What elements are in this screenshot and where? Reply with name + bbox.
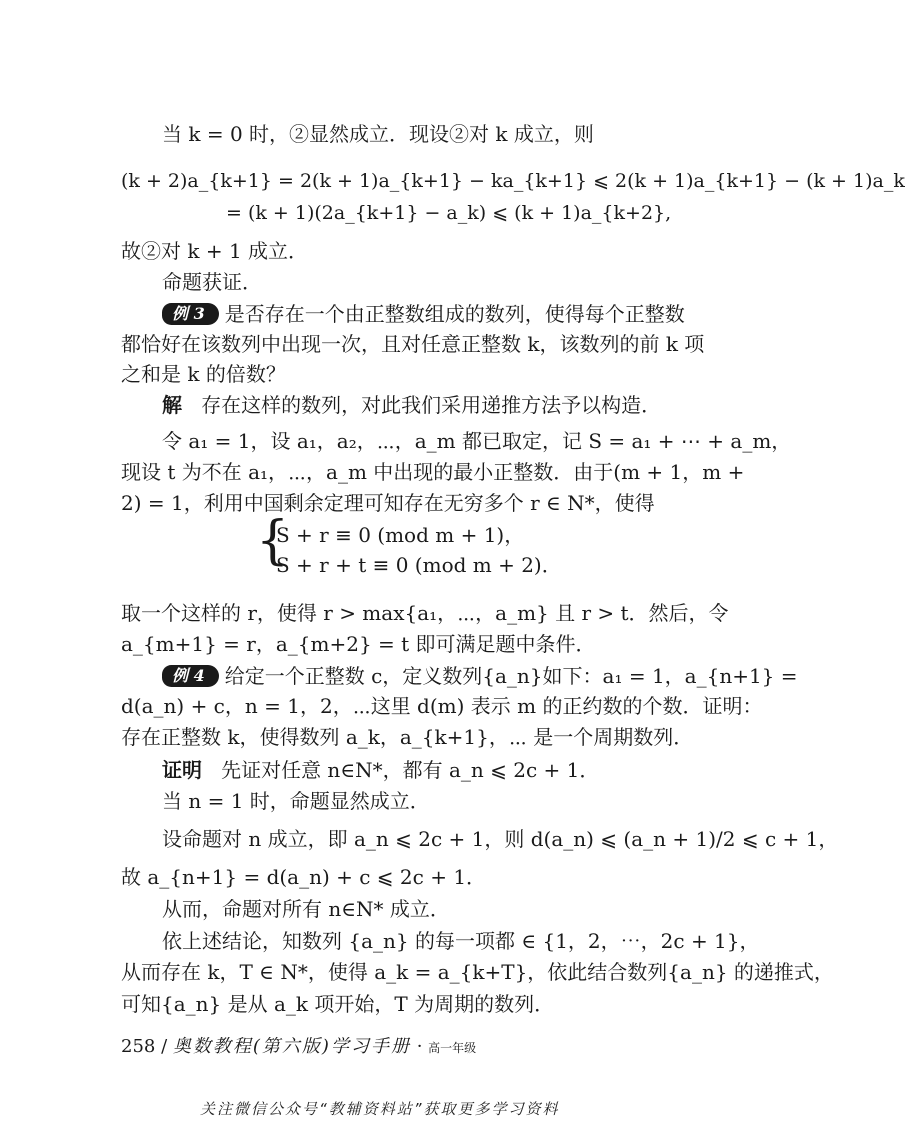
page-footer [121,1032,476,1058]
book-title: 奥数教程(第六版)学习手册 [172,1036,411,1057]
text-line: 令 a₁ = 1，设 a₁，a₂，⋯，a_m 都已取定，记 S = a₁ + ⋯ + a_m， [162,429,792,453]
text-line: 现设 t 为不在 a₁，⋯，a_m 中出现的最小正整数．由于(m + 1，m + [121,460,745,484]
solution-label: 解 [162,393,182,417]
footer-dot: · [416,1036,423,1057]
text-line: 2) = 1，利用中国剩余定理可知存在无穷多个 r ∈ N*，使得 [121,491,655,515]
proof-text: 先证对任意 n∈N*，都有 a_n ⩽ 2c + 1． [221,758,600,782]
text-line: 设命题对 n 成立，即 a_n ⩽ 2c + 1，则 d(a_n) ⩽ (a_n + 1)/2 ⩽ c + 1， [162,827,839,851]
page-number: 258 [121,1036,156,1057]
text-line: 从而存在 k，T ∈ N*，使得 a_k = a_{k+T}，依此结合数列{a_n} 的递推式， [121,960,834,984]
text-line: 从而，命题对所有 n∈N* 成立． [162,897,450,921]
watermark-text: 关注微信公众号“教辅资料站”获取更多学习资料 [200,1100,560,1118]
text-line: 命题获证． [162,270,262,294]
text-line: 故②对 k + 1 成立． [121,239,309,263]
solution-line [162,395,661,415]
grade-label: 高一年级 [428,1041,477,1055]
text-line: 取一个这样的 r，使得 r > max{a₁，⋯，a_m} 且 r > t．然后，令 [121,601,729,625]
footer-separator: / [161,1036,168,1057]
example-4-text: 给定一个正整数 c，定义数列{a_n}如下：a₁ = 1，a_{n+1} = [224,664,798,688]
text-line: 依上述结论，知数列 {a_n} 的每一项都 ∈ {1，2，⋯，2c + 1}， [162,929,760,953]
text-line: 当 n = 1 时，命题显然成立． [162,789,430,813]
text-line: d(a_n) + c，n = 1，2，⋯这里 d(m) 表示 m 的正约数的个数．证明： [121,694,763,718]
text-line: 存在正整数 k，使得数列 a_k，a_{k+1}，⋯ 是一个周期数列． [121,725,694,749]
text-line: 当 k = 0 时，②显然成立．现设②对 k 成立，则 [162,122,594,146]
congruence-line: S + r ≡ 0 (mod m + 1)， [276,523,525,547]
example-3-heading [162,303,685,325]
text-line: 故 a_{n+1} = d(a_n) + c ⩽ 2c + 1． [121,865,487,889]
example-3-text: 是否存在一个由正整数组成的数列，使得每个正整数 [224,302,685,326]
example-4-heading [162,665,798,687]
text-line: 可知{a_n} 是从 a_k 项开始，T 为周期的数列． [121,992,555,1016]
equation-line: (k + 2)a_{k+1} = 2(k + 1)a_{k+1} − ka_{k+1} ⩽ 2(k + 1)a_{k+1} − (k + 1)a_k [121,170,905,192]
text-line: 之和是 k 的倍数？ [121,362,286,386]
solution-text: 存在这样的数列，对此我们采用递推方法予以构造． [201,393,662,417]
proof-label: 证明 [162,758,202,782]
example-3-badge: 例 3 [162,303,219,325]
congruence-line: S + r + t ≡ 0 (mod m + 2)． [276,553,562,577]
system-brace: { [256,511,290,571]
example-4-badge: 例 4 [162,665,219,687]
equation-line: = (k + 1)(2a_{k+1} − a_k) ⩽ (k + 1)a_{k+2}, [226,202,672,224]
text-line: 都恰好在该数列中出现一次，且对任意正整数 k，该数列的前 k 项 [121,332,705,356]
text-line: a_{m+1} = r，a_{m+2} = t 即可满足题中条件． [121,632,596,656]
proof-line [162,760,599,780]
